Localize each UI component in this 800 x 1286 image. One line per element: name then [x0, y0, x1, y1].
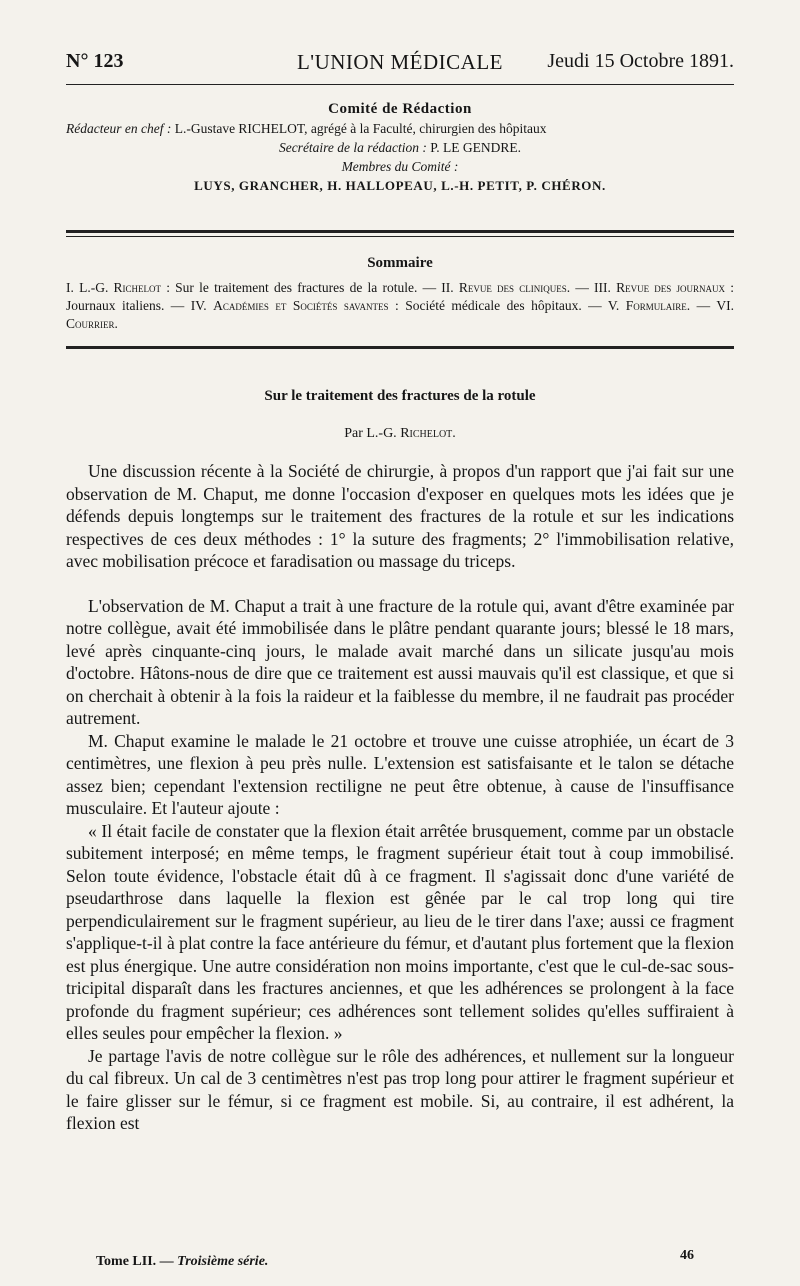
committee-title: Comité de Rédaction: [328, 101, 472, 117]
journal-title: L'UNION MÉDICALE: [296, 50, 503, 74]
summary-title: Sommaire: [367, 255, 433, 271]
summary-text: I. L.-G. Richelot : Sur le traitement des fractures de la rotule. — II. Revue des cliniques. — III. Revue des journaux : Journaux italiens. — IV. Académies et Sociétés savantes : Société médicale des hôpitaux. — V. Formulaire. — VI. Courrier.: [66, 280, 734, 331]
article-title: Sur le traitement des fractures de la rotule: [264, 388, 536, 404]
paragraph: Une discussion récente à la Société de chirurgie, à propos d'un rapport que j'ai fait sur une observation de M. Chaput, me donne l'occasion d'exposer en quelques mots les idées que je défends depuis longtemps sur le traitement des fractures de la rotule et sur les indications respectives de ces deux méthodes : 1° la suture des fragments; 2° l'immobilisation relative, avec mobilisation précoce et faradisation ou massage du triceps.: [66, 461, 734, 571]
chief-editor-label: Rédacteur en chef :: [66, 121, 172, 136]
members-label: Membres du Comité :: [341, 159, 459, 174]
page-header: [66, 44, 734, 78]
committee-members: LUYS, GRANCHER, H. HALLOPEAU, L.-H. PETIT, P. CHÉRON.: [194, 178, 606, 193]
volume-series: Tome LII. — Troisième série.: [96, 1254, 269, 1269]
committee-rule-thick: [66, 230, 734, 233]
page-number: 46: [680, 1248, 694, 1263]
paragraph: M. Chaput examine le malade le 21 octobre et trouve une cuisse atrophiée, un écart de 3 centimètres, une flexion à peu près nulle. L'extension est satisfaisante et le talon se détache assez bien; cependant l'extension rectiligne ne peut être obtenue, à cause de l'insuffisance musculaire. Et l'auteur ajoute :: [66, 730, 734, 818]
chief-editor-line: [66, 119, 734, 138]
issue-number: N° 123: [66, 50, 124, 72]
header-rule: [66, 84, 734, 85]
chief-editor: L.-Gustave RICHELOT, agrégé à la Faculté, chirurgien des hôpitaux: [174, 121, 547, 136]
article-byline: Par L.-G. Richelot.: [344, 426, 456, 441]
paragraph: Je partage l'avis de notre collègue sur le rôle des adhérences, et nullement sur la longueur du cal fibreux. Un cal de 3 centimètres n'est pas trop long pour attirer le fragment supérieur et le faire glisser sur le fémur, si ce fragment est mobile. Si, au contraire, il est adhérent, la flexion est: [66, 1045, 734, 1133]
quotation-paragraph: « Il était facile de constater que la flexion était arrêtée brusquement, comme par un obstacle subitement interposé; en même temps, le fragment supérieur était tout à coup immobilisé. Selon toute évidence, l'obstacle était dû à ce fragment. Il s'agissait donc d'une variété de pseudarthrose dans laquelle la flexion est gênée par le cal trop long qui tire perpendiculairement sur le fragment supérieur, au lieu de le tirer dans l'axe; aussi ce fragment s'applique-t-il à plat contre la face antérieure du fémur, et d'autant plus fortement que la flexion est plus énergique. Une autre considération non moins importante, c'est que le cul-de-sac sous-tricipital disparaît dans les fractures anciennes, et que les adhérences se prolongent à la face profonde du fragment supérieur; ces adhérences sont tellement solides qu'elles suffiraient à elles seules pour empêcher la flexion. »: [66, 820, 734, 1043]
editorial-committee: [66, 100, 734, 195]
secretary-line: [66, 138, 734, 157]
committee-rule-thin: [66, 236, 734, 237]
paragraph: L'observation de M. Chaput a trait à une fracture de la rotule qui, avant d'être examinée par notre collègue, avait été immobilisée dans le plâtre pendant quarante jours; blessé le 18 mars, levé après cinquante-cinq jours, le malade avait marché dans un silicate jusqu'au mois d'octobre. Hâtons-nous de dire que ce traitement est aussi mauvais qu'il est classique, et que si on cherchait à obtenir à la fois la raideur et la faiblesse du membre, il ne faudrait pas procéder autrement.: [66, 595, 734, 728]
secretary-name: P. LE GENDRE.: [430, 140, 522, 155]
article-body: [66, 460, 734, 1135]
summary-rule: [66, 346, 734, 349]
secretary-label: Secrétaire de la rédaction :: [278, 140, 427, 155]
issue-date: Jeudi 15 Octobre 1891.: [547, 50, 734, 72]
